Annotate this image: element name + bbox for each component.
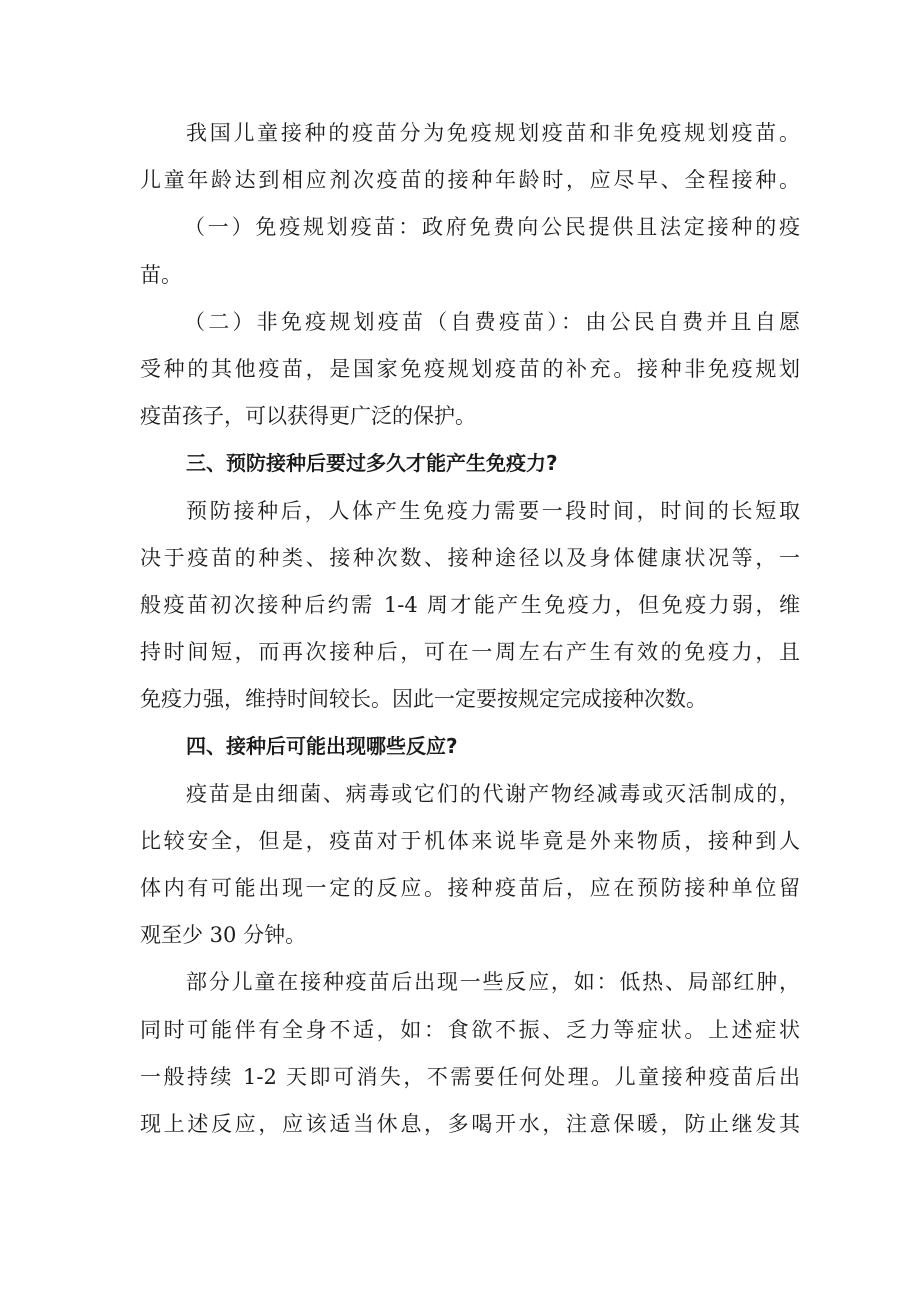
paragraph-line: 决于疫苗的种类、接种次数、接种途径以及身体健康状况等，一: [140, 545, 800, 570]
paragraph-line: 部分儿童在接种疫苗后出现一些反应，如：低热、局部红肿，: [186, 970, 800, 995]
paragraph-line: 儿童年龄达到相应剂次疫苗的接种年龄时，应尽早、全程接种。: [140, 168, 800, 193]
paragraph-line: 持时间短，而再次接种后，可在一周左右产生有效的免疫力，且: [140, 640, 800, 665]
paragraph-line: 现上述反应，应该适当休息，多喝开水，注意保暖，防止继发其: [140, 1111, 800, 1136]
paragraph-line: 疫苗孩子，可以获得更广泛的保护。: [140, 404, 476, 429]
paragraph-line: 同时可能伴有全身不适，如：食欲不振、乏力等症状。上述症状: [140, 1017, 800, 1042]
paragraph-line: 我国儿童接种的疫苗分为免疫规划疫苗和非免疫规划疫苗。: [186, 121, 800, 145]
paragraph-line: 比较安全，但是，疫苗对于机体来说毕竟是外来物质，接种到人: [140, 828, 800, 853]
paragraph-line: 一般持续 1-2 天即可消失，不需要任何处理。儿童接种疫苗后出: [140, 1064, 800, 1089]
paragraph-line: 观至少 30 分钟。: [140, 923, 307, 948]
paragraph-line: 免疫力强，维持时间较长。因此一定要按规定完成接种次数。: [140, 687, 707, 712]
paragraph-line: 体内有可能出现一定的反应。接种疫苗后，应在预防接种单位留: [140, 876, 800, 900]
paragraph-line: 预防接种后，人体产生免疫力需要一段时间，时间的长短取: [186, 498, 800, 523]
paragraph-line: 苗。: [140, 262, 182, 287]
paragraph-line: 般疫苗初次接种后约需 1-4 周才能产生免疫力，但免疫力弱，维: [140, 592, 800, 617]
document-body: [140, 110, 800, 1148]
paragraph-line: 疫苗是由细菌、病毒或它们的代谢产物经减毒或灭活制成的，: [186, 781, 800, 806]
section-heading: 三、预防接种后要过多久才能产生免疫力?: [186, 451, 558, 476]
section-heading: 四、接种后可能出现哪些反应?: [186, 734, 458, 759]
paragraph-line: （一）免疫规划疫苗：政府免费向公民提供且法定接种的疫: [184, 215, 800, 240]
paragraph-line: 受种的其他疫苗，是国家免疫规划疫苗的补充。接种非免疫规划: [140, 356, 800, 381]
paragraph-line: （二）非免疫规划疫苗（自费疫苗）：由公民自费并且自愿: [184, 309, 800, 334]
